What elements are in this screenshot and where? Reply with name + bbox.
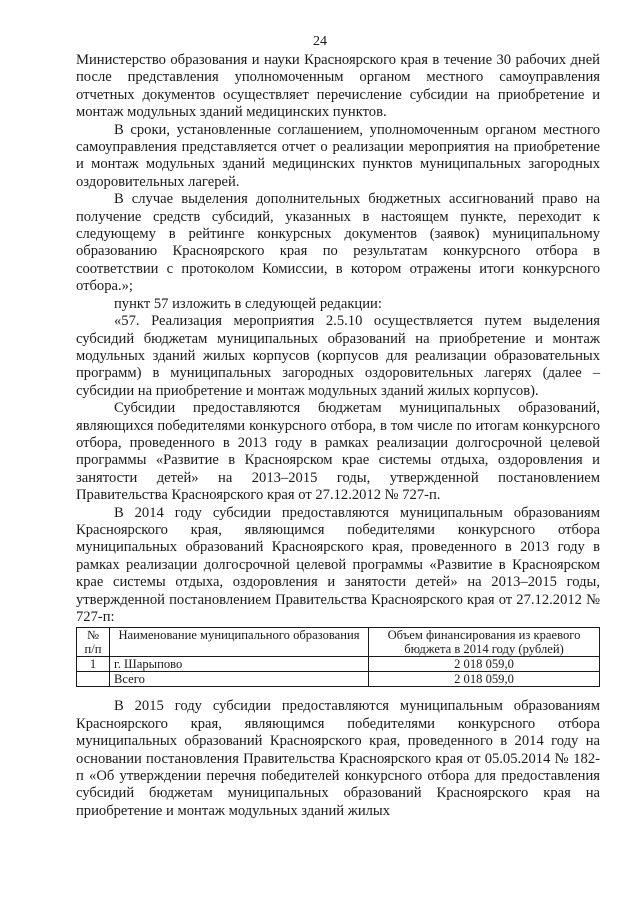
paragraph: В 2014 году субсидии предоставляются муниципальным образованиям Красноярского края, являющимся победителями конкурсного отбора муниципальных образований Красноярского края, проведенного в 2013 году в рамках реализации долгосрочной целевой программы «Развитие в Красноярском крае системы отдыха, оздоровления и занятости детей» на 2013–2015 годы, утвержденной постановлением Правительства Красноярского края от 27.12.2012 № 727-п: [76, 504, 600, 625]
row-municipality: г. Шарыпово [110, 657, 369, 672]
page-number: 24 [313, 34, 327, 49]
paragraph: пункт 57 изложить в следующей редакции: [114, 295, 382, 312]
row-amount: 2 018 059,0 [369, 657, 600, 672]
paragraph: Министерство образования и науки Красноярского края в течение 30 рабочих дней после представления уполномоченным органом местного самоуправления отчетных документов осуществляет перечисление субсидии на приобретение и монтаж модульных зданий медицинских пунктов. [76, 52, 600, 121]
total-label: Всего [110, 672, 369, 687]
table-total-row [77, 672, 600, 687]
paragraph: В 2015 году субсидии предоставляются муниципальным образованиям Красноярского края, являющимся победителями конкурсного отбора муниципальных образований Красноярского края, проведенного в 2014 году на основании постановления Правительства Красноярского края от 05.05.2014 № 182-п «Об утверждении перечня победителей конкурсного отбора для предоставления субсидий бюджетам муниципальных образований Красноярского края на приобретение и монтаж модульных зданий жилых [76, 698, 600, 819]
column-header-num: № п/п [77, 628, 110, 657]
row-num: 1 [77, 657, 110, 672]
financing-table [76, 627, 600, 687]
document-body [76, 52, 600, 820]
total-amount: 2 018 059,0 [369, 672, 600, 687]
column-header-name: Наименование муниципального образования [110, 628, 369, 657]
paragraph: В сроки, установленные соглашением, уполномоченным органом местного самоуправления представляется отчет о реализации мероприятия на приобретение и монтаж модульных зданий медицинских пунктов муниципальных загородных оздоровительных лагерей. [76, 121, 600, 190]
paragraph: Субсидии предоставляются бюджетам муниципальных образований, являющихся победителями конкурсного отбора, в том числе по итогам конкурсного отбора, проведенного в 2013 году в рамках реализации долгосрочной целевой программы «Развитие в Красноярском крае системы отдыха, оздоровления и занятости детей» на 2013–2015 годы, утвержденной постановлением Правительства Красноярского края от 27.12.2012 № 727-п. [76, 400, 600, 504]
spacer [76, 687, 600, 698]
table-row [77, 657, 600, 672]
paragraph: «57. Реализация мероприятия 2.5.10 осуществляется путем выделения субсидий бюджетам муниципальных образований на приобретение и монтаж модульных зданий жилых корпусов (корпусов для реализации образовательных программ) в муниципальных загородных оздоровительных лагерях (далее – субсидии на приобретение и монтаж модульных зданий жилых корпусов). [76, 313, 600, 399]
column-header-amount: Объем финансирования из краевого бюджета в 2014 году (рублей) [369, 628, 600, 657]
paragraph: В случае выделения дополнительных бюджетных ассигнований право на получение средств субсидий, указанных в настоящем пункте, переходит к следующему в рейтинге конкурсных документов (заявок) муниципальному образованию Красноярского края по результатам конкурсного отбора в соответствии с протоколом Комиссии, в котором отражены итоги конкурсного отбора.»; [76, 191, 600, 295]
total-empty-cell [77, 672, 110, 687]
table-header-row [77, 628, 600, 657]
